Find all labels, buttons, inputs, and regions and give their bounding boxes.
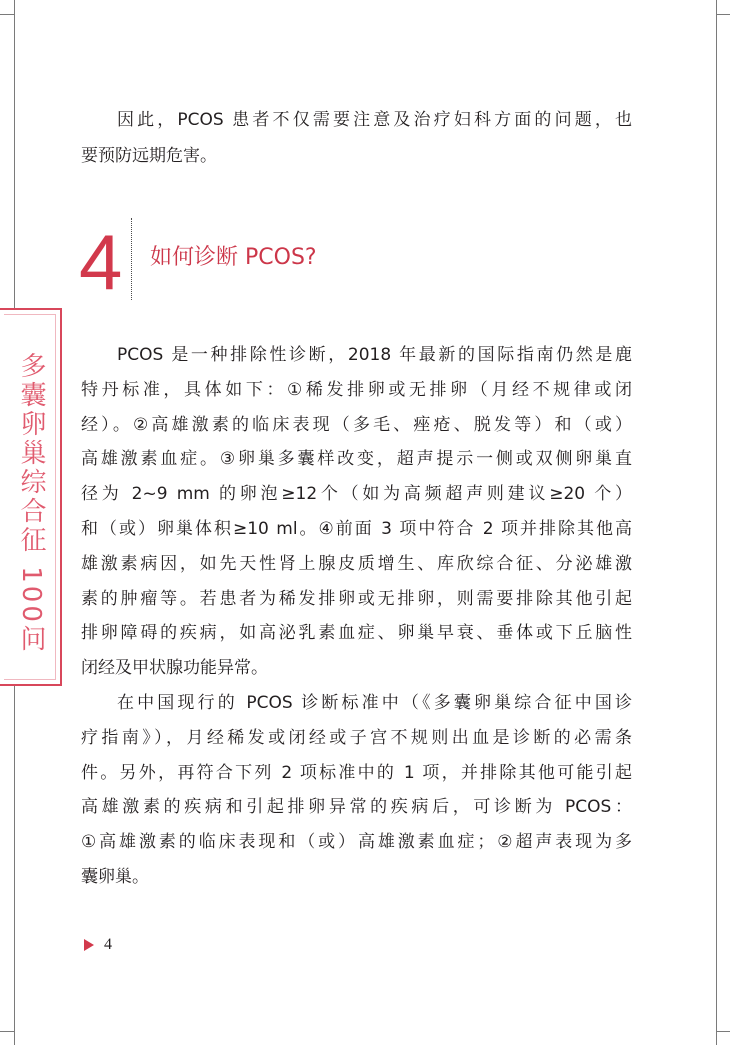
- body-line: ①高雄激素的临床表现和（或）高雄激素血症；②超声表现为多: [81, 832, 632, 853]
- crop-mark-bottom-left: [0, 1031, 14, 1032]
- section-divider: [131, 218, 132, 300]
- body-paragraph: [81, 338, 632, 686]
- page-number: 4: [104, 936, 112, 953]
- body-line: 和（或）卵巢体积≥10 ml。④前面 3 项中符合 2 项并排除其他高: [81, 518, 632, 539]
- body-line: 排卵障碍的疾病，如高泌乳素血症、卵巢早衰、垂体或下丘脑性: [81, 623, 632, 644]
- body-line: 疗指南》），月经稀发或闭经或子宫不规则出血是诊断的必需条: [81, 727, 632, 748]
- crop-mark-top-right: [716, 14, 730, 15]
- crop-mark-top-left: [0, 14, 14, 15]
- body-line: 在中国现行的 PCOS 诊断标准中（《多囊卵巢综合征中国诊: [117, 692, 632, 713]
- body-paragraph: [81, 686, 632, 895]
- intro-line: 要预防远期危害。: [81, 146, 217, 166]
- body-line: 素的肿瘤等。若患者为稀发排卵或无排卵，则需要排除其他引起: [81, 588, 632, 609]
- section-number: 4: [79, 218, 123, 306]
- body-line: 高雄激素血症。③卵巢多囊样改变，超声提示一侧或双侧卵巢直: [81, 449, 632, 470]
- body-line: 经）。②高雄激素的临床表现（多毛、痤疮、脱发等）和（或）: [81, 414, 632, 435]
- body-line: 件。另外，再符合下列 2 项标准中的 1 项，并排除其他可能引起: [81, 762, 632, 783]
- body-line: 雄激素病因，如先天性肾上腺皮质增生、库欣综合征、分泌雄激: [81, 553, 632, 574]
- body-line: 特丹标准，具体如下：①稀发排卵或无排卵（月经不规律或闭: [81, 379, 632, 400]
- intro-paragraph: [81, 102, 632, 174]
- body-line: 高雄激素的疾病和引起排卵异常的疾病后，可诊断为 PCOS：: [81, 797, 632, 818]
- section-title: 如何诊断 PCOS?: [150, 245, 317, 270]
- crop-mark-bottom-right: [716, 1031, 730, 1032]
- body-text: [81, 338, 632, 895]
- body-line: PCOS 是一种排除性诊断，2018 年最新的国际指南仍然是鹿: [117, 345, 632, 365]
- body-line: 径为 2~9 mm 的卵泡≥12个（如为高频超声则建议≥20 个）: [81, 484, 632, 505]
- body-line: 闭经及甲状腺功能异常。: [81, 658, 268, 679]
- intro-line: 因此，PCOS 患者不仅需要注意及治疗妇科方面的问题，也: [117, 110, 632, 130]
- crop-mark-right: [716, 0, 717, 1045]
- triangle-right-icon: [84, 939, 94, 951]
- side-tab-label: 多囊卵巢综合征 100问: [16, 352, 46, 654]
- body-line: 囊卵巢。: [81, 866, 149, 887]
